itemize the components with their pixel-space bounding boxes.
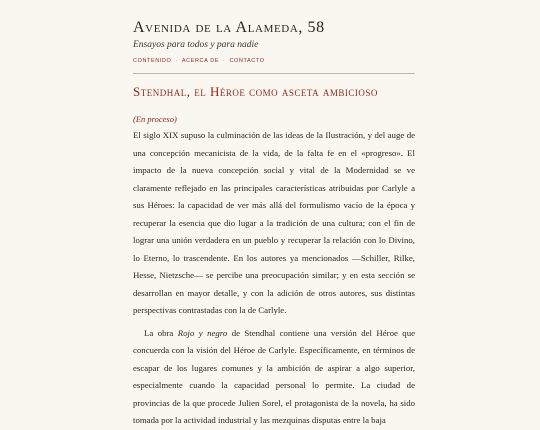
nav-link-contenido[interactable]: CONTENIDO — [133, 58, 172, 64]
main-nav — [133, 58, 265, 64]
paragraph-text: de Stendhal contiene una versión del Héroe que concuerda con la visión del Héroe de Carlyle. Específicamente, en términos de escapar de los lugares comunes y la ambición de aspirar a algo superior, especialmente cuando la capacidad personal lo permite. La ciudad de provincias de la que procede Julien Sorel, el protagonista de la novela, ha sido tomada por la actividad industrial y las mezquinas disputas entre la baja — [133, 327, 415, 425]
post-paragraph — [133, 325, 415, 430]
nav-link-acerca-de[interactable]: ACERCA DE — [181, 58, 220, 64]
header-divider — [133, 73, 415, 74]
book-title: Rojo y negro — [177, 327, 228, 338]
nav-separator: · — [175, 58, 178, 64]
nav-separator: · — [223, 58, 226, 64]
post-body — [133, 127, 415, 430]
post-title[interactable]: Stendhal, el Héroe como asceta ambicioso — [133, 84, 378, 99]
nav-link-contacto[interactable]: CONTACTO — [229, 58, 265, 64]
site-title[interactable]: Avenida de la Alameda, 58 — [133, 19, 325, 36]
post-status-note: (En proceso) — [133, 114, 177, 124]
site-tagline: Ensayos para todos y para nadie — [133, 40, 259, 50]
paragraph-text: La obra — [144, 327, 178, 338]
post-paragraph: El siglo XIX supuso la culminación de las ideas de la Ilustración, y del auge de una concepción mecanicista de la vida, de la falta fe en el «progreso». El impacto de la nueva concepción social y vital de la Modernidad se ve claramente reflejado en las principales características atribuidas por Carlyle a sus Héroes: la capacidad de ver más allá del formulismo vacío de la época y recuperar la esencia que dio lugar a la tradición de una cultura; con el fin de lograr una unión verdadera en un pueblo y recuperar la relación con lo Divino, lo Eterno, lo trascendente. En los autores ya mencionados —Schiller, Rilke, Hesse, Nietzsche— se percibe una preocupación similar; y en esta sección se desarrollan en mayor detalle, y con la adición de otros autores, sus distintas perspectivas contrastadas con la de Carlyle. — [133, 130, 415, 315]
